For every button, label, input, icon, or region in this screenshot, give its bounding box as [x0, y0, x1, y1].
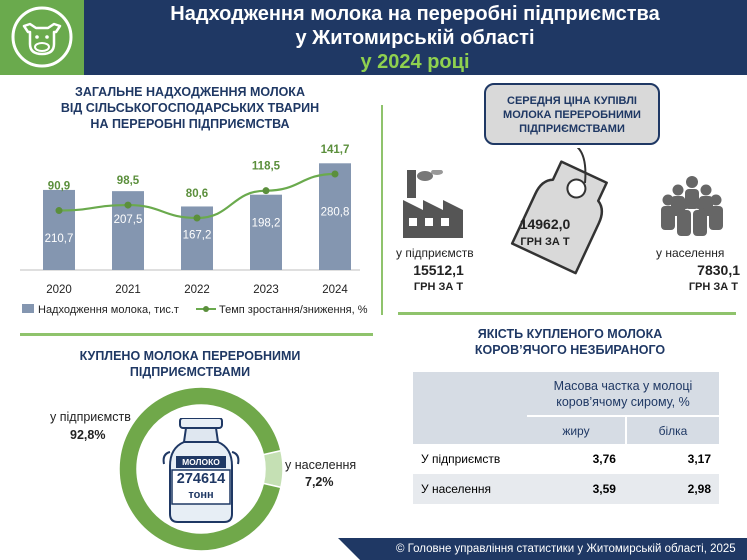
vertical-divider: [381, 105, 383, 315]
milk-intake-chart: [0, 130, 370, 340]
enterprises-price-unit: ГРН ЗА Т: [413, 281, 464, 293]
bought-section-title: [40, 348, 340, 380]
enterprises-price-value: 15512,1: [413, 262, 464, 278]
donut-slice-population: [263, 451, 283, 488]
quality-title-line1: ЯКІСТЬ КУПЛЕНОГО МОЛОКА: [477, 327, 663, 341]
line-point: [263, 187, 270, 194]
legend-line-marker: [203, 306, 209, 312]
row-fat: 3,59: [592, 482, 616, 496]
legend-line-label: Темп зростання/зниження, %: [219, 304, 368, 316]
bought-total-value: 274614: [176, 471, 226, 487]
price-title: [486, 94, 658, 136]
factory-icon: [401, 170, 471, 238]
population-price-unit: ГРН ЗА Т: [688, 281, 738, 293]
footer-notch: [338, 538, 360, 560]
avg-price-value: 14962,0: [519, 216, 571, 232]
quality-header-row: [413, 372, 719, 416]
price-tag-icon: [500, 148, 630, 278]
cow-icon: [0, 0, 84, 75]
quality-header-line2: коров’ячому сирому, %: [556, 394, 690, 409]
chart-section-title: [40, 84, 340, 132]
line-value-label: 80,6: [185, 187, 209, 200]
population-price-label: у населення: [656, 246, 725, 260]
col-fat-header: жиру: [527, 416, 626, 444]
chart-title-line3: НА ПЕРЕРОБНІ ПІДПРИЄМСТВА: [90, 117, 290, 131]
bought-title-line2: ПІДПРИЄМСТВАМИ: [129, 365, 251, 379]
bought-title-line1: КУПЛЕНО МОЛОКА ПЕРЕРОБНИМИ: [79, 349, 301, 363]
line-point: [125, 202, 132, 209]
footer-text: © Головне управління статистики у Житомирській області, 2025: [396, 543, 736, 555]
quality-table: [413, 372, 719, 504]
bar-value-label: 210,7: [44, 232, 74, 245]
line-value-label: 98,5: [116, 175, 140, 188]
left-divider: [20, 333, 373, 336]
bar-value-label: 167,2: [182, 229, 212, 242]
bar-value-label: 198,2: [251, 217, 281, 230]
page-title-line2: у Житомирській області: [295, 27, 535, 49]
quality-section-title: [420, 326, 720, 358]
legend-bar-swatch: [22, 304, 34, 313]
price-title-line3: ПІДПРИЄМСТВАМИ: [519, 123, 625, 135]
x-tick-label: 2022: [184, 284, 210, 296]
enterprises-price-label: у підприємств: [396, 246, 474, 260]
x-tick-label: 2023: [253, 284, 279, 296]
table-row: [413, 474, 719, 504]
bar: [250, 195, 282, 270]
bought-total-unit: тонн: [188, 489, 214, 501]
quality-corner-cell: [413, 372, 527, 444]
avg-price-unit: ГРН ЗА Т: [520, 236, 570, 248]
line-point: [332, 170, 339, 177]
quality-header-cell: [527, 372, 719, 416]
line-point: [194, 214, 201, 221]
footer-bar: [338, 538, 747, 560]
enterprises-share-label: у підприємств: [50, 410, 131, 424]
row-protein: 3,17: [687, 452, 711, 466]
row-label: У підприємств: [421, 452, 501, 466]
x-tick-label: 2021: [115, 284, 141, 296]
logo-box: [0, 0, 84, 75]
page-title-year: у 2024 році: [360, 51, 470, 73]
row-protein: 2,98: [687, 482, 711, 496]
row-fat: 3,76: [592, 452, 616, 466]
enterprises-share-pct: 92,8%: [70, 428, 106, 442]
legend-bar-label: Надходження молока, тис.т: [38, 304, 179, 316]
bar-value-label: 280,8: [320, 206, 350, 219]
x-tick-label: 2020: [46, 284, 72, 296]
price-title-line2: МОЛОКА ПЕРЕРОБНИМИ: [503, 109, 641, 121]
line-value-label: 90,9: [47, 180, 71, 193]
col-protein-header: білка: [626, 416, 719, 444]
can-label: МОЛОКО: [182, 457, 220, 467]
line-value-label: 118,5: [251, 160, 281, 173]
price-title-line1: СЕРЕДНЯ ЦІНА КУПІВЛІ: [507, 95, 637, 107]
line-value-label: 141,7: [320, 143, 350, 156]
population-price-value: 7830,1: [697, 262, 740, 278]
quality-header-line1: Масова частка у молоці: [553, 378, 693, 393]
right-divider: [398, 312, 736, 315]
people-icon: [660, 174, 724, 238]
line-point: [56, 207, 63, 214]
row-label: У населення: [421, 482, 491, 496]
population-share-label: у населення: [285, 458, 357, 472]
table-row: [413, 444, 719, 474]
page-title-line1: Надходження молока на переробні підприємства: [170, 3, 660, 25]
population-share-pct: 7,2%: [305, 475, 334, 489]
quality-title-line2: КОРОВ’ЯЧОГО НЕЗБИРАНОГО: [474, 343, 666, 357]
chart-title-line1: ЗАГАЛЬНЕ НАДХОДЖЕННЯ МОЛОКА: [75, 85, 305, 99]
chart-title-line2: ВІД СІЛЬСЬКОГОСПОДАРСЬКИХ ТВАРИН: [60, 101, 320, 115]
x-tick-label: 2024: [322, 284, 348, 296]
bar: [43, 190, 75, 270]
bar-value-label: 207,5: [113, 214, 143, 227]
